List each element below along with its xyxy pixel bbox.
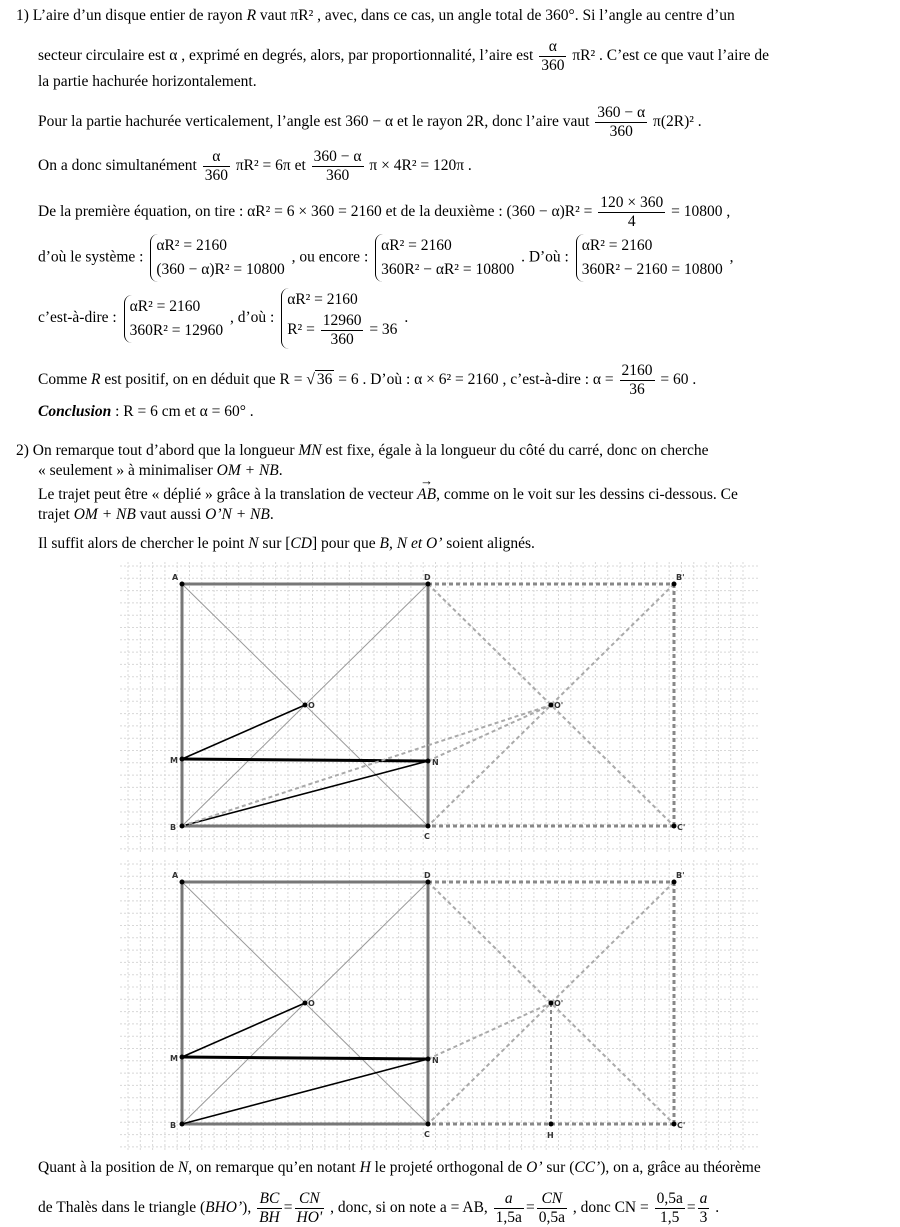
point-label: O' — [554, 999, 564, 1008]
p2-line-5: Il suffit alors de chercher le point N sur [CD] pour que B, N et O’ soient alignés. — [38, 535, 535, 552]
point — [672, 1122, 677, 1127]
point-label: A — [172, 871, 179, 880]
point — [180, 880, 185, 885]
point-label: D — [424, 573, 431, 582]
point-label: M — [170, 1054, 178, 1063]
point-label: C — [424, 832, 430, 841]
point-label: C — [424, 1130, 430, 1139]
line-3: la partie hachurée horizontalement. — [38, 73, 257, 90]
point — [426, 582, 431, 587]
figure-1 — [120, 562, 760, 852]
point-label: D — [424, 871, 431, 880]
system-5: αR² = 2160 R² = $\frac{12960}{360}$ = 36 — [281, 288, 397, 349]
segment-om — [182, 1003, 305, 1057]
point — [426, 1057, 431, 1062]
point — [549, 1001, 554, 1006]
point — [180, 582, 185, 587]
line-7: d’où le système : αR² = 2160 (360 − α)R² = 10800 , ou encore : αR² = 2160 360R² − αR² = 10800 . D’où : αR² = 2160 360R² − 2160 = 10800 , — [38, 234, 733, 282]
point — [426, 880, 431, 885]
point — [303, 1001, 308, 1006]
conclusion: Conclusion : R = 6 cm et α = 60° . — [38, 403, 254, 420]
point-label: B — [170, 823, 177, 832]
point — [180, 757, 185, 762]
label-h: H — [547, 1131, 554, 1140]
point-h — [549, 1122, 554, 1127]
point-label: O' — [554, 701, 564, 710]
p2-line-3: Le trajet peut être « déplié » grâce à la translation de vecteur → AB, comme on le voit sur les dessins ci-dessous. Ce — [38, 485, 738, 505]
point-label: B — [170, 1121, 177, 1130]
point — [180, 1055, 185, 1060]
line-2: secteur circulaire est α , exprimé en degrés, alors, par proportionnalité, l’aire est $\frac{\alpha}{360}$ πR² . C’est ce que vaut l’aire de — [38, 38, 769, 74]
point — [672, 582, 677, 587]
system-3: αR² = 2160 360R² − 2160 = 10800 — [576, 234, 723, 282]
point — [426, 824, 431, 829]
point — [549, 703, 554, 708]
point-label: B' — [676, 573, 685, 582]
point — [180, 824, 185, 829]
point — [672, 880, 677, 885]
point-label: C' — [677, 1121, 686, 1130]
point — [426, 759, 431, 764]
point — [426, 1122, 431, 1127]
fraction: $\frac{\alpha}{360}$ — [541, 38, 565, 74]
point-label: C' — [677, 823, 686, 832]
system-4: αR² = 2160 360R² = 12960 — [124, 295, 223, 343]
system-1: αR² = 2160 (360 − α)R² = 10800 — [150, 234, 284, 282]
line-1: 1) L’aire d’un disque entier de rayon R vaut πR² , avec, dans ce cas, un angle total de 360°. Si l’angle au centre d’un — [16, 7, 735, 24]
point — [180, 1122, 185, 1127]
point — [672, 824, 677, 829]
p2-line-1: 2) On remarque tout d’abord que la longueur MN est fixe, égale à la longueur du côté du carré, donc on cherche — [16, 442, 709, 459]
p2-line-2: « seulement » à minimaliser OM + NB. — [38, 462, 283, 479]
line-9: Comme R est positif, on en déduit que R = √ 36 = 6 . D’où : α × 6² = 2160 , c’est-à-dire : α = $\frac{2160}{36}$ = 60 . — [38, 362, 697, 398]
point-label: O — [308, 999, 315, 1008]
p2-line-4: trajet OM + NB vaut aussi O’N + NB. — [38, 506, 274, 523]
line-4: Pour la partie hachurée verticalement, l’angle est 360 − α et le rayon 2R, donc l’aire vaut $\frac{360 - \alpha}{360}$ π(2R)² . — [38, 104, 702, 140]
p2-line-6: Quant à la position de N, on remarque qu’en notant H le projeté orthogonal de O’ sur (CC’), on a, grâce au théorème — [38, 1159, 761, 1176]
point-label: O — [308, 701, 315, 710]
segment-mn — [182, 759, 428, 761]
line-6: De la première équation, on tire : αR² = 6 × 360 = 2160 et de la deuxième : (360 − α)R² = $\frac{120 \times 360}{4}$ = 10800 , — [38, 194, 731, 230]
segment-bn — [182, 761, 428, 826]
line-8: c’est-à-dire : αR² = 2160 360R² = 12960 , d’où : αR² = 2160 R² = $\frac{12960}{360}$ = 36 . — [38, 288, 408, 349]
figure-2 — [120, 860, 760, 1150]
point-label: M — [170, 756, 178, 765]
segment-bn — [182, 1059, 428, 1124]
p2-line-7: de Thalès dans le triangle (BHO’), $\frac{BC}{BH}$ = $\frac{CN}{HO'}$ , donc, si on note a = AB, $\frac{a}{1,5a}$ = $\frac{CN}{0,5a}$ , donc CN = $\frac{0,5a}{1,5}$ = $\frac{a}{3}$ . — [38, 1190, 720, 1226]
point-label: N — [432, 758, 439, 767]
segment-mn — [182, 1057, 428, 1059]
point-label: N — [432, 1056, 439, 1065]
point — [303, 703, 308, 708]
segment-om — [182, 705, 305, 759]
system-2: αR² = 2160 360R² − αR² = 10800 — [375, 234, 514, 282]
point-label: B' — [676, 871, 685, 880]
line-5: On a donc simultanément $\frac{\alpha}{360}$ πR² = 6π et $\frac{360 - \alpha}{360}$ π × 4R² = 120π . — [38, 148, 472, 184]
point-label: A — [172, 573, 179, 582]
